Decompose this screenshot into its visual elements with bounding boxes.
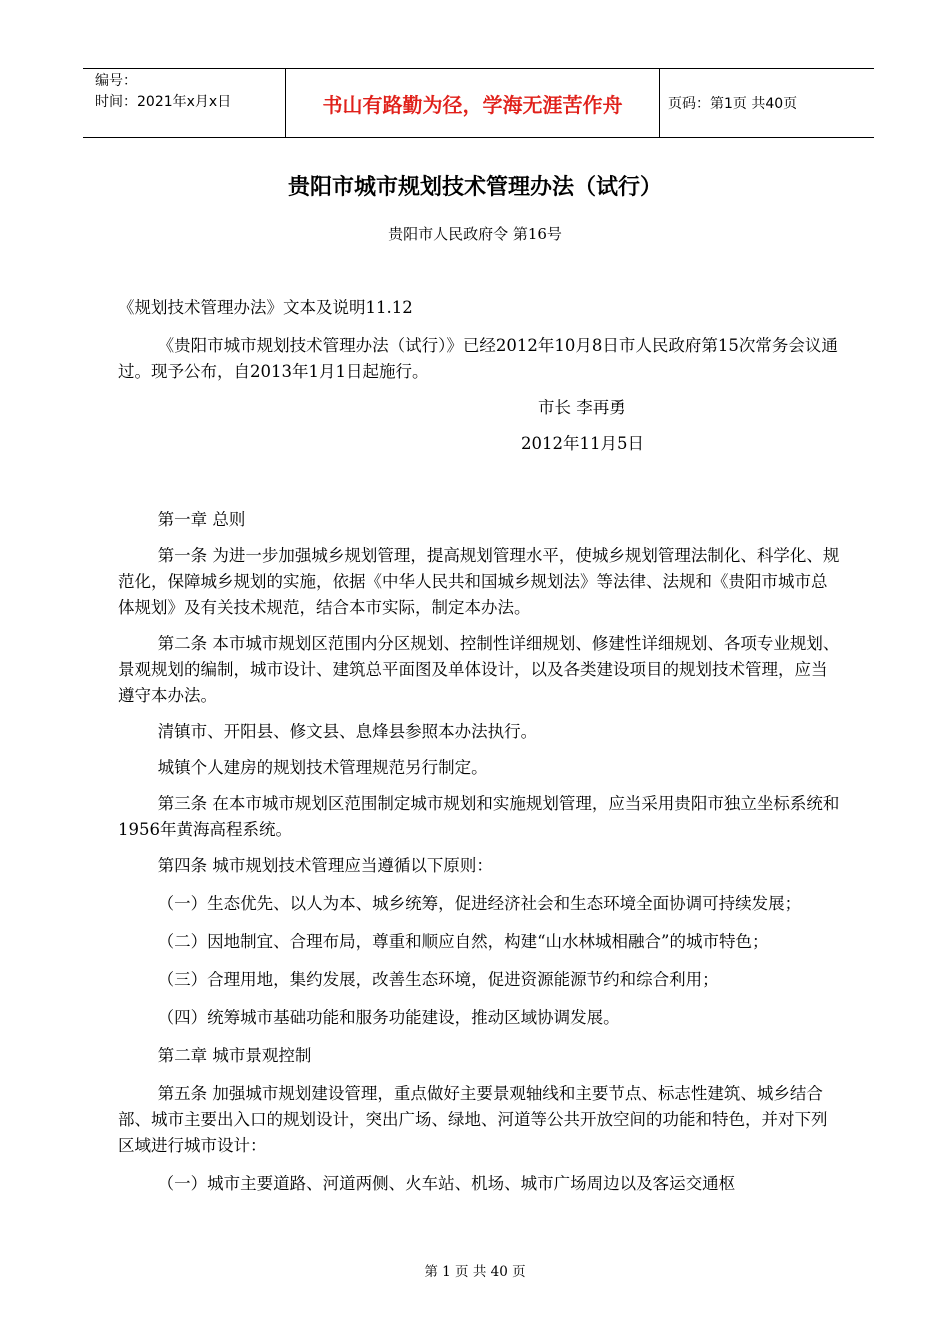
paragraph: （一）城市主要道路、河道两侧、火车站、机场、城市广场周边以及客运交通枢	[157, 1174, 736, 1193]
paragraph: 清镇市、开阳县、修文县、息烽县参照本办法执行。	[157, 722, 538, 741]
paragraph: 第三条 在本市城市规划区范围制定城市规划和实施规划管理，应当采用贵阳市独立坐标系统和1956年黄海高程系统。	[118, 794, 840, 839]
paragraph: （三）合理用地，集约发展，改善生态环境，促进资源能源节约和综合利用；	[157, 970, 719, 989]
paragraph: 第四条 城市规划技术管理应当遵循以下原则：	[157, 856, 493, 875]
paragraph: 《规划技术管理办法》文本及说明11.12	[118, 298, 413, 317]
time-label: 时间：2021年x月x日	[95, 94, 232, 110]
header-motto: 书山有路勤为径，学海无涯苦作舟	[286, 69, 660, 137]
paragraph: 第二条 本市城市规划区范围内分区规划、控制性详细规划、修建性详细规划、各项专业规划、景观规划的编制，城市设计、建筑总平面图及单体设计，以及各类建设项目的规划技术管理，应当遵守本办法。	[118, 634, 840, 705]
paragraph: 第五条 加强城市规划建设管理，重点做好主要景观轴线和主要节点、标志性建筑、城乡结合部、城市主要出入口的规划设计，突出广场、绿地、河道等公共开放空间的功能和特色，并对下列区域进行城市设计：	[118, 1084, 828, 1155]
paragraph: 第一条 为进一步加强城乡规划管理，提高规划管理水平，使城乡规划管理法制化、科学化、规范化，保障城乡规划的实施，依据《中华人民共和国城乡规划法》等法律、法规和《贵阳市城市总体规划》及有关技术规范，结合本市实际，制定本办法。	[118, 546, 840, 617]
document-subtitle: 贵阳市人民政府令 第16号	[388, 225, 562, 243]
paragraph: （一）生态优先、以人为本、城乡统筹，促进经济社会和生态环境全面协调可持续发展；	[157, 894, 802, 913]
chapter-heading: 第一章 总则	[157, 510, 246, 529]
page-footer: 第 1 页 共 40 页	[424, 1264, 526, 1280]
date-line: 2012年11月5日	[521, 434, 644, 453]
paragraph: 城镇个人建房的规划技术管理规范另行制定。	[157, 758, 488, 777]
paragraph: （二）因地制宜、合理布局，尊重和顺应自然，构建“山水林城相融合”的城市特色；	[157, 932, 769, 951]
document-body	[118, 295, 843, 1197]
document-header	[83, 68, 874, 138]
document-title: 贵阳市城市规划技术管理办法（试行）	[287, 175, 662, 200]
chapter-heading: 第二章 城市景观控制	[157, 1046, 312, 1065]
header-page-label: 页码：第1页 共40页	[668, 96, 798, 112]
header-meta	[83, 69, 286, 137]
number-label: 编号：	[95, 73, 137, 89]
signature-line: 市长 李再勇	[538, 398, 626, 417]
paragraph: （四）统筹城市基础功能和服务功能建设，推动区域协调发展。	[157, 1008, 620, 1027]
paragraph: 《贵阳市城市规划技术管理办法（试行）》已经2012年10月8日市人民政府第15次常务会议通过。现予公布，自2013年1月1日起施行。	[118, 336, 838, 381]
